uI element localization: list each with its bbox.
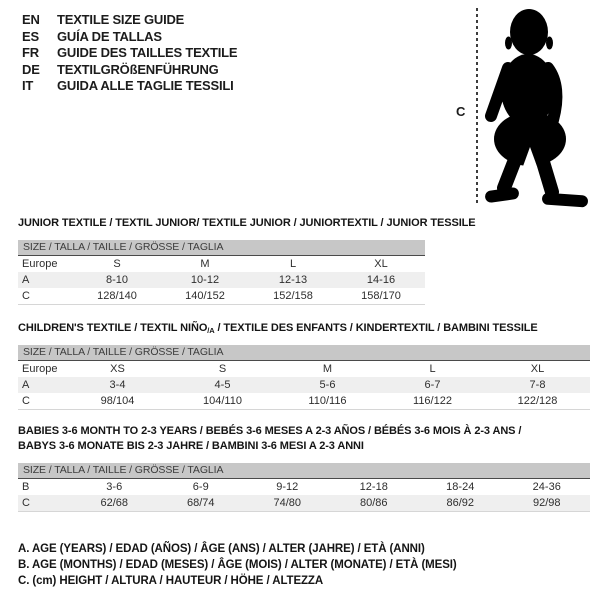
height-cell: 152/158: [273, 290, 313, 302]
height-cell: 62/68: [100, 497, 129, 509]
language-code: DE: [22, 61, 40, 77]
size-cell: L: [429, 363, 436, 375]
size-cell: L: [289, 258, 297, 270]
size-cell: XL: [374, 258, 388, 270]
age-cell: 12-13: [278, 274, 308, 286]
age-cell: 3-6: [106, 481, 123, 493]
age-cell: 3-4: [109, 379, 126, 391]
language-label: TEXTILE SIZE GUIDE: [57, 12, 185, 27]
size-header-bar: SIZE / TALLA / TAILLE / GRÖSSE / TAGLIA: [18, 463, 590, 479]
size-header-bar: SIZE / TALLA / TAILLE / GRÖSSE / TAGLIA: [18, 345, 590, 361]
language-row-fr: [22, 45, 237, 62]
height-cell: 104/110: [203, 395, 242, 407]
language-code: EN: [22, 12, 40, 27]
height-cell: 128/140: [97, 290, 137, 302]
age-cell: 14-16: [366, 274, 396, 286]
language-label: GUIDE DES TAILLES TEXTILE: [57, 45, 238, 60]
children-size-table: [18, 345, 590, 410]
row-label: C: [22, 497, 30, 509]
language-row-de: [22, 62, 237, 79]
children-title-sub: /A: [207, 326, 215, 335]
table-row-age: [18, 272, 425, 288]
language-label: GUÍA DE TALLAS: [57, 28, 162, 44]
legend-line-b: B. AGE (MONTHS) / EDAD (MESES) / ÂGE (MOIS) / ALTER (MONATE) / ETÀ (MESI): [18, 559, 457, 571]
size-cell: M: [322, 363, 333, 375]
children-section-title: [18, 321, 538, 338]
legend-line-a: A. AGE (YEARS) / EDAD (AÑOS) / ÂGE (ANS) / ALTER (JAHRE) / ETÀ (ANNI): [18, 543, 425, 555]
table-row-height: [18, 495, 590, 512]
size-cell: S: [218, 363, 227, 375]
row-label: C: [22, 290, 30, 302]
size-cell: S: [113, 258, 121, 270]
baby-silhouette-icon: [478, 2, 600, 210]
age-cell: 18-24: [446, 481, 475, 493]
age-cell: 5-6: [319, 379, 336, 391]
age-cell: 6-7: [424, 379, 441, 391]
table-row-height: [18, 393, 590, 410]
age-cell: 8-10: [105, 274, 129, 286]
babies-section-title: [18, 424, 521, 454]
language-row-en: [22, 12, 237, 29]
table-row-height: [18, 288, 425, 305]
babies-size-table: [18, 463, 590, 512]
height-cell: 92/98: [532, 497, 561, 509]
table-row-europe: [18, 256, 425, 272]
height-cell: 86/92: [446, 497, 475, 509]
legend: [18, 541, 457, 589]
language-code: FR: [22, 45, 39, 60]
age-cell: 24-36: [532, 481, 561, 493]
row-label: A: [22, 274, 30, 286]
height-cell: 116/122: [413, 395, 452, 407]
table-row-age-months: [18, 479, 590, 495]
age-cell: 4-5: [214, 379, 231, 391]
age-cell: 12-18: [359, 481, 388, 493]
children-title-pre: CHILDREN'S TEXTILE / TEXTIL NIÑO: [18, 322, 208, 334]
language-code: IT: [22, 78, 34, 93]
height-cell: 158/170: [361, 290, 401, 302]
row-label: A: [22, 379, 30, 391]
language-row-it: [22, 78, 237, 95]
size-header-bar: SIZE / TALLA / TAILLE / GRÖSSE / TAGLIA: [18, 240, 425, 256]
row-label: Europe: [22, 363, 58, 375]
babies-title-line1: BABIES 3-6 MONTH TO 2-3 YEARS / BEBÉS 3-6 MESES A 2-3 AÑOS / BÉBÉS 3-6 MOIS À 2-3 ANS /: [18, 425, 522, 437]
children-title-post: / TEXTILE DES ENFANTS / KINDERTEXTIL / BAMBINI TESSILE: [214, 322, 538, 334]
height-measure-label: C: [456, 104, 466, 119]
language-code: ES: [22, 28, 39, 44]
junior-section-title: JUNIOR TEXTILE / TEXTIL JUNIOR/ TEXTILE JUNIOR / JUNIORTEXTIL / JUNIOR TESSILE: [18, 217, 476, 229]
size-cell: XS: [110, 363, 125, 375]
legend-line-c: C. (cm) HEIGHT / ALTURA / HAUTEUR / HÖHE / ALTEZZA: [18, 575, 324, 587]
age-cell: 10-12: [190, 274, 220, 286]
height-cell: 98/104: [100, 395, 135, 407]
table-row-europe: [18, 361, 590, 377]
height-cell: 122/128: [517, 395, 558, 407]
height-cell: 68/74: [186, 497, 215, 509]
language-label: TEXTILGRÖßENFÜHRUNG: [57, 61, 219, 77]
table-row-age: [18, 377, 590, 393]
height-cell: 74/80: [273, 497, 302, 509]
age-cell: 9-12: [276, 481, 299, 493]
size-cell: XL: [530, 363, 545, 375]
height-cell: 110/116: [308, 395, 347, 407]
row-label: Europe: [22, 258, 58, 270]
language-label: GUIDA ALLE TAGLIE TESSILI: [57, 78, 234, 93]
junior-size-table: [18, 240, 425, 305]
height-cell: 80/86: [359, 497, 388, 509]
height-cell: 140/152: [185, 290, 225, 302]
row-label: B: [22, 481, 30, 493]
age-cell: 7-8: [529, 379, 546, 391]
age-cell: 6-9: [192, 481, 209, 493]
language-row-es: [22, 29, 237, 46]
babies-title-line2: BABYS 3-6 MONATE BIS 2-3 JAHRE / BAMBINI 3-6 MESI A 2-3 ANNI: [18, 440, 364, 452]
size-cell: M: [200, 258, 210, 270]
language-list: [22, 12, 237, 95]
row-label: C: [22, 395, 30, 407]
